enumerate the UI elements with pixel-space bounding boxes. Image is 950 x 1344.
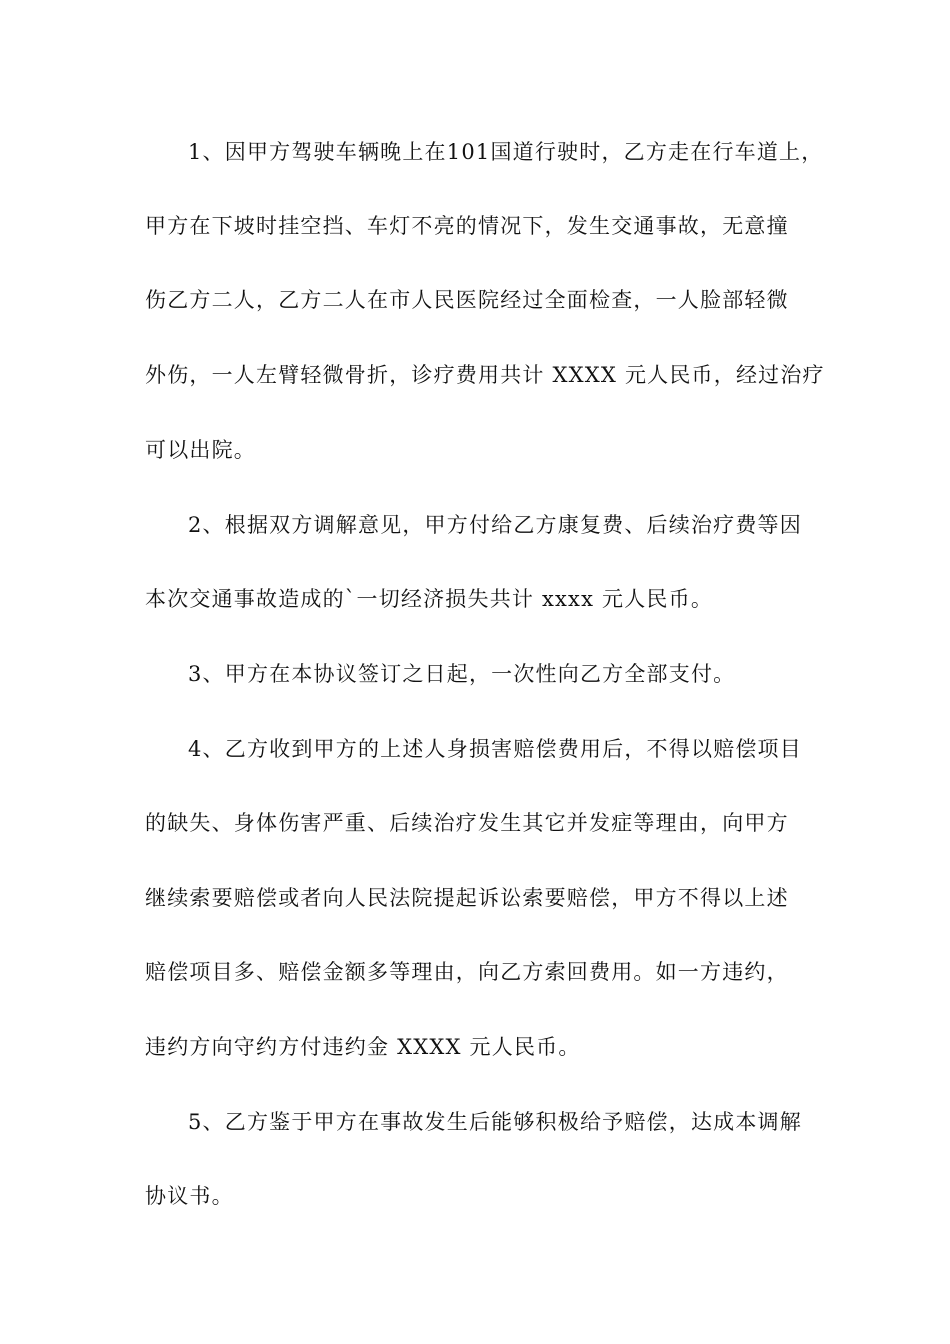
clause-1-line-5: 可以出院。	[145, 438, 256, 462]
clause-2-line-2: 本次交通事故造成的`一切经济损失共计 xxxx 元人民币。	[145, 587, 714, 611]
clause-4-line-1: 4、乙方收到甲方的上述人身损害赔偿费用后，不得以赔偿项目	[188, 737, 802, 761]
clause-1-line-4: 外伤，一人左臂轻微骨折，诊疗费用共计 XXXX 元人民币，经过治疗	[145, 363, 825, 387]
clause-1-line-2: 甲方在下坡时挂空挡、车灯不亮的情况下，发生交通事故，无意撞	[145, 214, 789, 238]
clause-1-line-1: 1、因甲方驾驶车辆晚上在101国道行驶时，乙方走在行车道上，	[188, 140, 824, 164]
clause-4-line-3: 继续索要赔偿或者向人民法院提起诉讼索要赔偿，甲方不得以上述	[145, 886, 789, 910]
clause-4-line-4: 赔偿项目多、赔偿金额多等理由，向乙方索回费用。如一方违约，	[145, 960, 789, 984]
clause-5-line-2: 协议书。	[145, 1184, 234, 1208]
clause-2-line-1: 2、根据双方调解意见，甲方付给乙方康复费、后续治疗费等因	[188, 513, 802, 537]
clause-3-line-1: 3、甲方在本协议签订之日起，一次性向乙方全部支付。	[188, 662, 736, 686]
clause-4-line-5: 违约方向守约方付违约金 XXXX 元人民币。	[145, 1035, 581, 1059]
clause-1-line-3: 伤乙方二人，乙方二人在市人民医院经过全面检查，一人脸部轻微	[145, 288, 789, 312]
clause-4-line-2: 的缺失、身体伤害严重、后续治疗发生其它并发症等理由，向甲方	[145, 811, 789, 835]
clause-5-line-1: 5、乙方鉴于甲方在事故发生后能够积极给予赔偿，达成本调解	[188, 1110, 802, 1134]
